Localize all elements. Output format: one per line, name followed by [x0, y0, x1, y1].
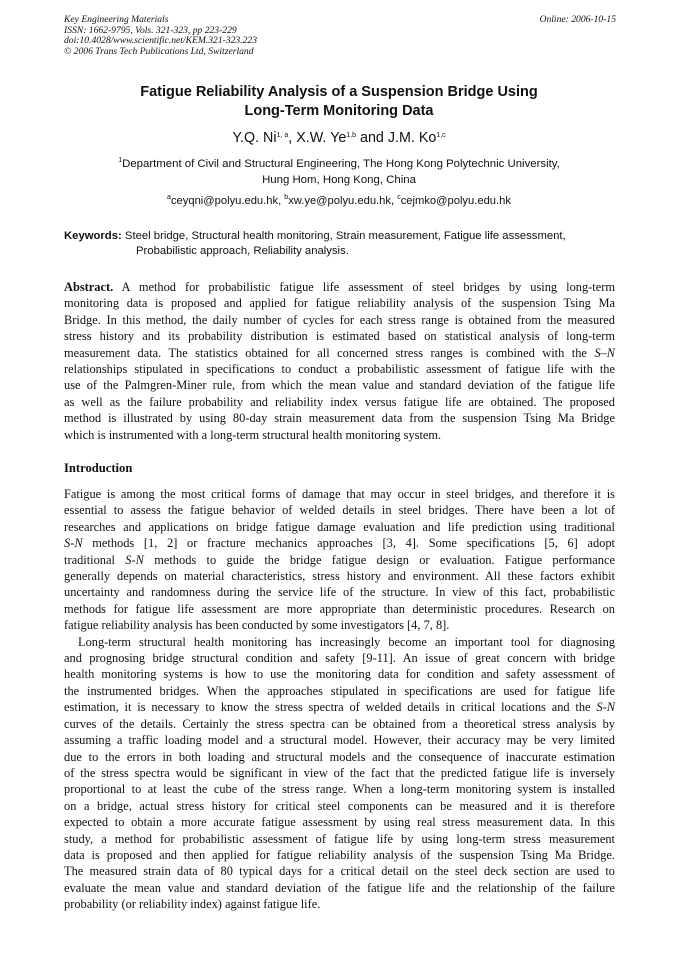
body-line: fatigue reliability analysis has been conducted by some investigators [4, 7, 8]. — [64, 618, 450, 633]
body-line: generally depends on material characteristics, stress history and environment. All these factors exhibit — [64, 569, 615, 584]
affiliation-sup: 1 — [118, 157, 123, 164]
doi-line: doi:10.4028/www.scientific.net/KEM.321-323.223 — [64, 35, 258, 47]
introduction-body — [64, 486, 615, 913]
body-line: Long-term structural health monitoring has increasingly become an important tool for diagnosing — [78, 634, 615, 649]
body-line: curves of the details. Certainly the stress spectra can be obtained from a theoretical stress analysis by — [64, 716, 615, 731]
body-line: proportional to at least the cube of the stress range. When a long-term monitoring system is installed — [64, 782, 615, 797]
paper-title — [0, 83, 678, 120]
sn-term: S-N — [64, 536, 83, 551]
body-line: researches and applications on bridge fatigue damage evaluation and life prediction using traditional — [64, 519, 615, 534]
abstract-line: use of the Palmgren-Miner rule, from which the mean value and standard deviation of the fatigue life — [64, 378, 615, 393]
sn-term: S–N — [594, 345, 615, 360]
abstract-line: which is instrumented with a long-term structural health monitoring system. — [64, 427, 442, 442]
journal-header — [64, 15, 616, 57]
body-line: probability (or reliability index) against fatigue life. — [64, 897, 321, 912]
body-line: on a bridge, actual stress history for critical steel components can be measured and it is therefore — [64, 798, 615, 813]
body-line: Fatigue is among the most critical forms of damage that may occur in steel bridges, and therefore it is — [64, 487, 615, 501]
body-line: evaluate the mean value and standard deviation of the fatigue life and the relationship of the failure — [64, 880, 615, 895]
keywords-label: Keywords: — [64, 230, 122, 242]
abstract-line: relationships stipulated in specifications to conduct a probabilistic assessment of fatigue life with the — [64, 362, 615, 377]
body-line: due to the errors in both loading and structural models and the consequence of inaccurate estimation — [64, 749, 615, 764]
abstract-line: A method for probabilistic fatigue life assessment of steel bridges by using long-term — [121, 280, 615, 294]
author-sup: 1,c — [436, 132, 446, 139]
author-list: Y.Q. Ni$^{1, a}$, X.W. Ye$^{1,b}$ and J.M. Ko$^{1,c}$ — [232, 130, 446, 146]
author-conjunction: and — [360, 130, 384, 146]
author-sup: 1, a — [276, 132, 289, 139]
online-date: Online: 2006-10-15 — [539, 14, 616, 25]
abstract-line: method is illustrated by using 80-day strain measurement data from the suspension Tsing Ma Bridge — [64, 411, 615, 426]
title-line-1: Fatigue Reliability Analysis of a Suspension Bridge Using — [140, 84, 538, 100]
sn-term: S-N — [596, 700, 615, 715]
affiliation-line-2: Hung Hom, Hong Kong, China — [262, 173, 416, 186]
keywords — [64, 229, 620, 259]
author-sup: 1,b — [346, 132, 357, 139]
body-line: expected to obtain a more accurate fatigue assessment by using real stress measurement data. In this — [64, 815, 615, 830]
abstract-line: monitoring data is proposed and applied for fatigue reliability analysis of the suspension Tsing Ma — [64, 296, 615, 311]
abstract-line: stress history and its probability distribution is estimated based on statistical analysis of long-term — [64, 329, 615, 344]
email-link[interactable]: cejmko@polyu.edu.hk — [400, 195, 511, 207]
email-list — [0, 195, 678, 207]
body-line: health monitoring systems is how to use the monitoring data for condition and safety assessment of — [64, 667, 615, 682]
email-sup: c — [397, 194, 401, 201]
email-link[interactable]: ceyqni@polyu.edu.hk, — [170, 195, 282, 207]
body-line: of the stress spectra would be significant in view of the fact that the predicted fatigue life is inversely — [64, 765, 615, 780]
body-line: and prognosing bridge structural condition and safety [9-11]. An issue of great concern with bridge — [64, 651, 615, 666]
body-line: methods for fatigue life assessment are more appropriate than deterministic procedures. Research on — [64, 601, 615, 616]
body-line: uncertainty and randomness during the service life of the structure. In view of this fact, probabilistic — [64, 585, 615, 600]
affiliation-line-1: Department of Civil and Structural Engineering, The Hong Kong Polytechnic University, — [122, 158, 560, 170]
body-line: estimation, it is necessary to know the stress spectra of welded details in critical locations and the — [64, 700, 591, 715]
abstract-line: measurement data. The statistics obtained for all concerned stress ranges is combined with the — [64, 345, 587, 360]
section-heading-introduction: Introduction — [64, 461, 133, 475]
copyright-line: © 2006 Trans Tech Publications Ltd, Switzerland — [64, 45, 254, 57]
body-line: methods [1, 2] or fracture mechanics approaches [3, 4]. Some specifications [5, 6] adopt — [92, 536, 615, 551]
author-name: J.M. Ko — [387, 130, 437, 146]
abstract — [64, 279, 615, 443]
body-line: essential to assess the fatigue behavior of welded details in steel bridges. There have been a lot of — [64, 503, 615, 518]
email-sup: b — [284, 194, 289, 201]
body-line: data is proposed and then applied for fatigue reliability analysis of the suspension Tsing Ma Bridge. — [64, 847, 615, 862]
author-name: X.W. Ye — [296, 130, 347, 146]
title-line-2: Long-Term Monitoring Data — [244, 102, 434, 119]
abstract-label: Abstract. — [64, 280, 114, 294]
body-line: assuming a traffic loading model and a structural model. However, their accuracy may be very limited — [64, 733, 615, 748]
body-line: the instrumented bridges. When the approaches stipulated in specifications are used for fatigue life — [64, 683, 615, 698]
affiliation — [0, 157, 678, 188]
keywords-line-2: Probabilistic approach, Reliability analysis. — [136, 244, 349, 257]
issn-line: ISSN: 1662-9795, Vols. 321-323, pp 223-229 — [64, 24, 237, 36]
body-line: methods to guide the bridge fatigue design or evaluation. Fatigue performance — [154, 552, 616, 567]
email-sup: a — [167, 194, 171, 201]
keywords-line-1: Steel bridge, Structural health monitoring, Strain measurement, Fatigue life assessment, — [124, 230, 566, 242]
sn-term: S-N — [125, 552, 144, 567]
journal-name: Key Engineering Materials — [64, 14, 169, 25]
body-line: traditional — [64, 552, 115, 567]
body-line: study, a method for probabilistic assessment of fatigue life by using long-term stress measurement — [64, 831, 615, 846]
abstract-line: as well as the failure probability and reliability index versus fatigue life are obtained. The proposed — [64, 394, 615, 409]
author-name: Y.Q. Ni — [232, 130, 277, 146]
body-line: The measured strain data of 80 typical days for a critical detail on the steel deck section are used to — [64, 864, 615, 879]
abstract-line: Bridge. In this method, the daily number of cycles for each stress range is obtained from the measured — [64, 312, 615, 327]
email-link[interactable]: xw.ye@polyu.edu.hk, — [288, 195, 395, 207]
